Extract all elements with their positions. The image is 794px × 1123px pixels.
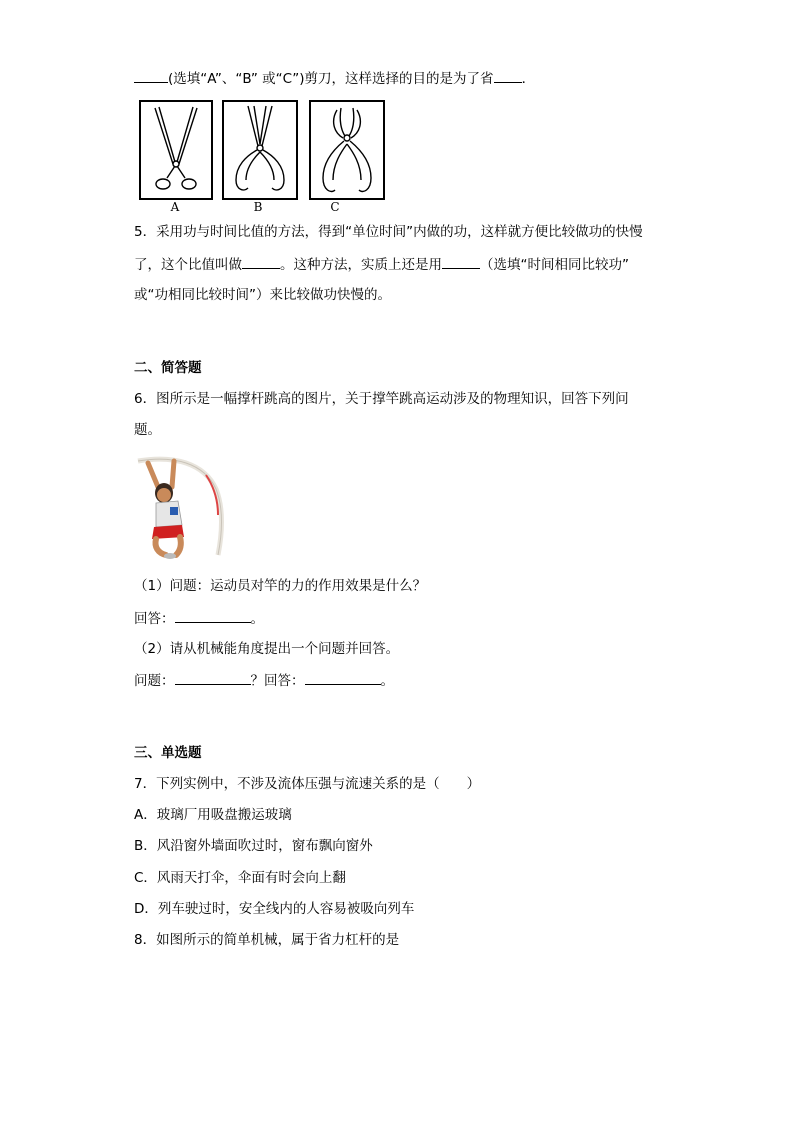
- answer-blank[interactable]: [442, 254, 480, 269]
- q4-tail-text: (选填“A”、“B” 或“C”)剪刀，这样选择的目的是为了省: [168, 71, 494, 87]
- scissors-c-icon: [311, 102, 383, 198]
- answer-blank[interactable]: [175, 670, 251, 685]
- q7-option-c[interactable]: C．风雨天打伞，伞面有时会向上翻: [134, 870, 346, 886]
- q8-stem: 8．如图所示的简单机械，属于省力杠杆的是: [134, 932, 400, 948]
- q7-option-d[interactable]: D．列车驶过时，安全线内的人容易被吸向列车: [134, 901, 415, 917]
- q6-line-1: 6．图所示是一幅撑杆跳高的图片，关于撑竿跳高运动涉及的物理知识，回答下列问: [134, 391, 629, 407]
- q4-tail-line: (选填“A”、“B” 或“C”)剪刀，这样选择的目的是为了省 ．: [134, 68, 535, 89]
- answer-blank[interactable]: [242, 254, 280, 269]
- scissors-b-image: [222, 100, 298, 200]
- scissors-c-label: C: [330, 200, 340, 214]
- q7-stem: 7．下列实例中，不涉及流体压强与流速关系的是（ ）: [134, 776, 481, 792]
- q7-option-b[interactable]: B．风沿窗外墙面吹过时，窗布飘向窗外: [134, 838, 373, 854]
- q5-line-1: 5．采用功与时间比值的方法，得到“单位时间”内做的功，这样就方便比较做功的快慢: [134, 224, 643, 240]
- answer-blank[interactable]: [494, 68, 522, 83]
- q6-sub2-question: （2）请从机械能角度提出一个问题并回答。: [134, 641, 400, 657]
- section-3-heading: 三、单选题: [134, 745, 202, 761]
- answer-blank[interactable]: [175, 608, 251, 623]
- q5-line-2: 了，这个比值叫做 。这种方法，实质上还是用 （选填“时间相同比较功”: [134, 254, 629, 275]
- q6-line-2: 题。: [134, 422, 161, 438]
- pole-vault-image: [134, 455, 226, 561]
- answer-blank[interactable]: [134, 68, 168, 83]
- q6-sub1-answer-line: 回答： 。: [134, 608, 264, 629]
- scissors-a-image: [139, 100, 213, 200]
- scissors-b-icon: [224, 102, 296, 198]
- q5-line-3: 或“功相同比较时间”）来比较做功快慢的。: [134, 287, 391, 303]
- scissors-a-label: A: [170, 200, 180, 214]
- pole-vaulter-icon: [134, 455, 226, 561]
- q6-sub1-question: （1）问题：运动员对竿的力的作用效果是什么？: [134, 578, 427, 594]
- answer-blank[interactable]: [305, 670, 381, 685]
- scissors-b-label: B: [253, 200, 263, 214]
- q6-sub2-answer-line: 问题： ？回答： 。: [134, 670, 394, 691]
- scissors-a-icon: [141, 102, 211, 198]
- section-2-heading: 二、简答题: [134, 360, 202, 376]
- scissors-c-image: [309, 100, 385, 200]
- q7-option-a[interactable]: A．玻璃厂用吸盘搬运玻璃: [134, 807, 292, 823]
